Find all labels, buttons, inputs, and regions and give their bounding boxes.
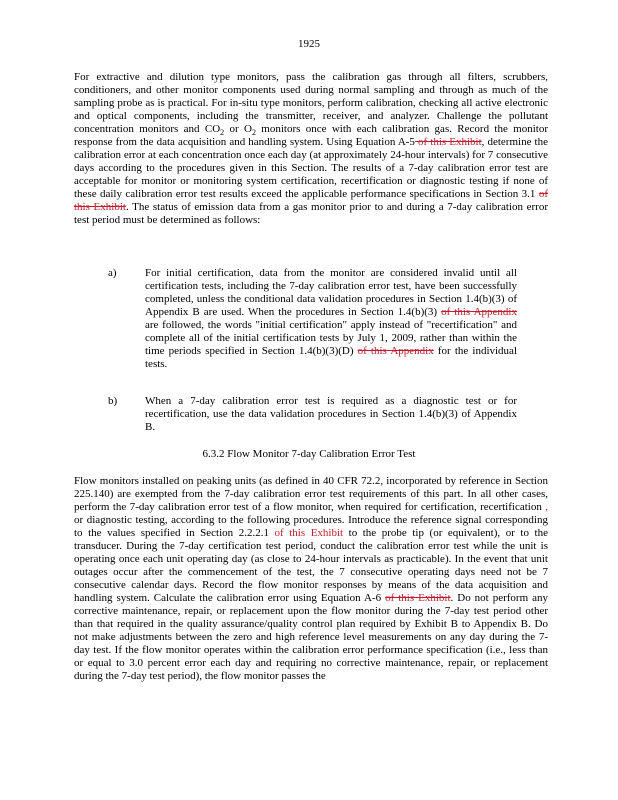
- text-run: monitors once with each calibration gas. Record the monitor response from the data acquisition and handling system. Using Equation A-5: [74, 123, 549, 148]
- subscript: 2: [251, 128, 256, 138]
- text-run: Flow monitors installed on peaking units (as defined in 40 CFR 72.2, incorporated by reference in Section 225.140) are exempted from the 7-day calibration error test requirements of this part. In all other cases, perform the 7-day calibration error test of a flow monitor, when required for certification, recertification: [74, 475, 548, 513]
- text-run: to the probe tip (or equivalent), or to the transducer. During the 7-day certification test period, conduct the calibration error test while the unit is operating once each unit operating day (as close to 24-hour intervals as practicable). In the event that unit outages occur after the commencement of the test, the 7 consecutive operating days need not be 7 consecutive calendar days. Record the flow monitor responses by means of the data acquisition and handling system. Calculate the calibration error using Equation A-6: [74, 527, 548, 604]
- text-run: are followed, the words "initial certification" apply instead of "recertification" and complete all of the initial certification tests by July 1, 2009, rather than within the time periods specified in Section 1.4(b)(3)(D): [145, 319, 517, 357]
- deleted-text: of this Exhibit: [74, 188, 548, 213]
- list-label: a): [108, 267, 117, 279]
- text-run: . The status of emission data from a gas monitor prior to and during a 7-day calibration error test period must be determined as follows:: [74, 201, 548, 226]
- flow-monitor-paragraph: [74, 475, 548, 683]
- section-heading: 6.3.2 Flow Monitor 7-day Calibration Error Test: [202, 448, 416, 460]
- deleted-text: of this Exhibit: [414, 136, 482, 148]
- deleted-text: of this Exhibit: [385, 592, 451, 604]
- subscript: 2: [220, 128, 225, 138]
- deleted-text: of this Appendix: [441, 306, 517, 318]
- list-text: [145, 267, 517, 371]
- list-text: When a 7-day calibration error test is required as a diagnostic test or for recertification, use the data validation procedures in Section 1.4(b)(3) of Appendix B.: [145, 395, 517, 433]
- list-label: b): [108, 395, 118, 407]
- inserted-text: of this Exhibit: [274, 527, 344, 539]
- text-run: For initial certification, data from the monitor are considered invalid until all certification tests, including the 7-day calibration error test, have been successfully completed, unless the conditional data validation procedures in Section 1.4(b)(3) of Appendix B are used. When the procedures in Section 1.4(b)(3): [145, 267, 517, 318]
- text-run: for the individual tests.: [145, 345, 517, 370]
- deleted-text: of this Appendix: [357, 345, 434, 357]
- inserted-text: ,: [541, 501, 549, 513]
- text-run: , determine the calibration error at each concentration once each day (at approximately 24-hour intervals) for 7 consecutive days according to the procedures given in this Section. The results of a 7-day calibration error test are acceptable for monitor or monitoring system certification, recertification or diagnostic testing if none of these daily calibration error test results exceed the applicable performance specifications in Section 3.1: [74, 136, 548, 200]
- text-run: or diagnostic testing, according to the following procedures. Introduce the reference signal corresponding to the values specified in Section 2.2.2.1: [74, 514, 548, 539]
- text-run: For extractive and dilution type monitors, pass the calibration gas through all filters, scrubbers, conditioners, and other monitor components used during normal sampling and through as much of the sampling probe as is practical. For in-situ type monitors, perform calibration, checking all active electronic and optical components, including the transmitter, receiver, and analyzer. Challenge the pollutant concentration monitors and CO: [74, 71, 548, 135]
- calibration-paragraph: [74, 71, 548, 227]
- text-run: or O: [224, 123, 252, 135]
- text-run: . Do not perform any corrective maintenance, repair, or replacement upon the flow monitor during the 7-day test period other than that required in the quality assurance/quality control plan required by Exhibit B to Appendix B. Do not make adjustments between the zero and high reference level measurements on any day during the 7-day test. If the flow monitor operates within the calibration error performance specification (i.e., less than or equal to 3.0 percent error each day and requiring no corrective maintenance, repair, or replacement during the 7-day test period), the flow monitor passes the: [74, 592, 549, 682]
- page-number: 1925: [298, 38, 320, 50]
